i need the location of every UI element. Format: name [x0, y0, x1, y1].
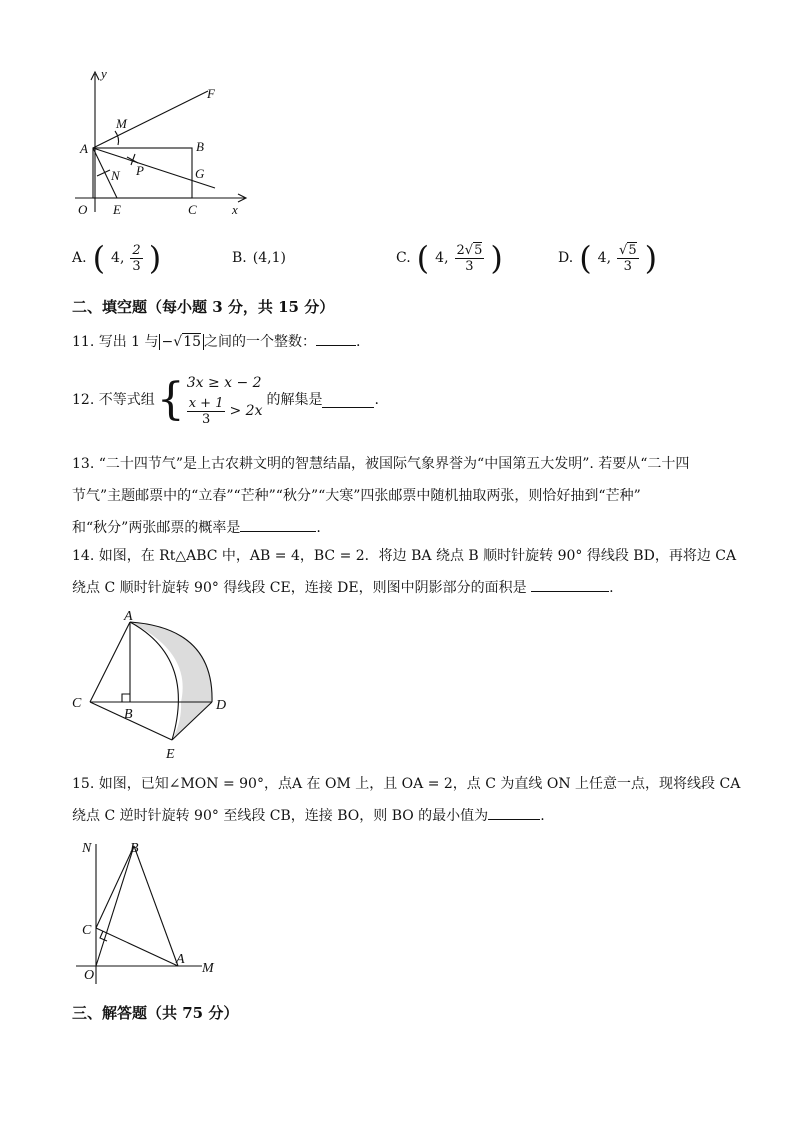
label-F: F — [207, 86, 215, 101]
option-c-label: C. — [396, 250, 411, 266]
question-11: 11. 写出 1 与 −√15 之间的一个整数： . — [72, 330, 360, 354]
ray-AF — [93, 91, 208, 148]
label-O: O — [78, 202, 88, 217]
segment-CB — [96, 846, 134, 928]
segment-BO — [96, 846, 134, 966]
answer-blank-11[interactable] — [316, 331, 356, 346]
answer-blank-12[interactable] — [322, 393, 374, 408]
option-b[interactable] — [232, 236, 286, 280]
answer-blank-13[interactable] — [240, 517, 316, 532]
fig2-label-C: C — [72, 696, 82, 711]
section-2-title: 二、填空题（每小题 3 分，共 15 分） — [72, 298, 335, 316]
label-A: A — [80, 141, 88, 156]
label-G: G — [195, 166, 205, 181]
label-E: E — [113, 202, 121, 217]
label-y: y — [101, 66, 107, 81]
option-b-text: (4,1) — [252, 250, 286, 266]
right-angle-B — [122, 694, 130, 702]
question-12: 12. 不等式组 { 3x ≥ x − 2 $\frac{x + 1}{3}$ > 2x 的解集是 . — [72, 374, 379, 427]
answer-blank-15[interactable] — [488, 805, 540, 820]
fig3-label-M: M — [202, 961, 214, 976]
label-x: x — [232, 202, 238, 217]
segment-AB — [134, 846, 178, 966]
option-a-label: A. — [72, 250, 87, 266]
figure-rotating-segment — [76, 836, 236, 986]
shaded-region — [130, 622, 212, 702]
fig2-label-B: B — [124, 707, 133, 722]
section-3-title: 三、解答题（共 75 分） — [72, 1004, 239, 1022]
option-b-label: B. — [232, 250, 247, 266]
label-C: C — [188, 202, 197, 217]
label-P: P — [136, 163, 144, 178]
figure-rotation-shaded-region — [66, 608, 246, 766]
fig3-label-B: B — [130, 841, 139, 856]
option-a[interactable]: A. ( 4, $\frac{2}{3}$ ) — [72, 239, 162, 277]
fig2-label-D: D — [216, 698, 227, 713]
option-d[interactable]: D. ( 4, $\frac{√5}{3}$ ) — [558, 239, 658, 277]
question-13: 13. “二十四节气”是上古农耕文明的智慧结晶，被国际气象界誉为“中国第五大发明”. 若要从“二十四 节气”主题邮票中的“立春”“芒种”“秋分”“大寒”四张邮票中随机抽取两张，则恰好抽到“芒种” 和“秋分”两张邮票的概率是 . — [72, 456, 690, 536]
option-c[interactable]: C. ( 4, $\frac{2√5}{3}$ ) — [396, 239, 503, 277]
fig3-label-C: C — [82, 923, 92, 938]
fig3-label-N: N — [82, 841, 92, 856]
segment-AC — [90, 622, 130, 702]
question-15: 15. 如图，已知∠MON = 90°，点A 在 OM 上，且 OA = 2，点 C 为直线 ON 上任意一点，现将线段 CA 绕点 C 逆时针旋转 90° 至线段 CB，连接 BO，则 BO 的最小值为 . — [72, 776, 741, 824]
fig3-label-O: O — [84, 968, 95, 983]
label-N: N — [111, 168, 120, 183]
arc-M — [115, 131, 119, 145]
fig2-label-A: A — [124, 609, 133, 624]
label-B: B — [196, 139, 204, 154]
figure-coordinate-construction — [60, 62, 260, 222]
option-d-label: D. — [558, 250, 574, 266]
answer-blank-14[interactable] — [531, 577, 609, 592]
question-14: 14. 如图，在 Rt△ABC 中，AB = 4，BC = 2．将边 BA 绕点 B 顺时针旋转 90° 得线段 BD，再将边 CA 绕点 C 顺时针旋转 90° 得线段 CE，连接 DE，则图中阴影部分的面积是 . — [72, 548, 737, 596]
fig2-label-E: E — [166, 747, 175, 762]
fig3-label-A: A — [176, 952, 185, 967]
label-M: M — [116, 116, 127, 131]
